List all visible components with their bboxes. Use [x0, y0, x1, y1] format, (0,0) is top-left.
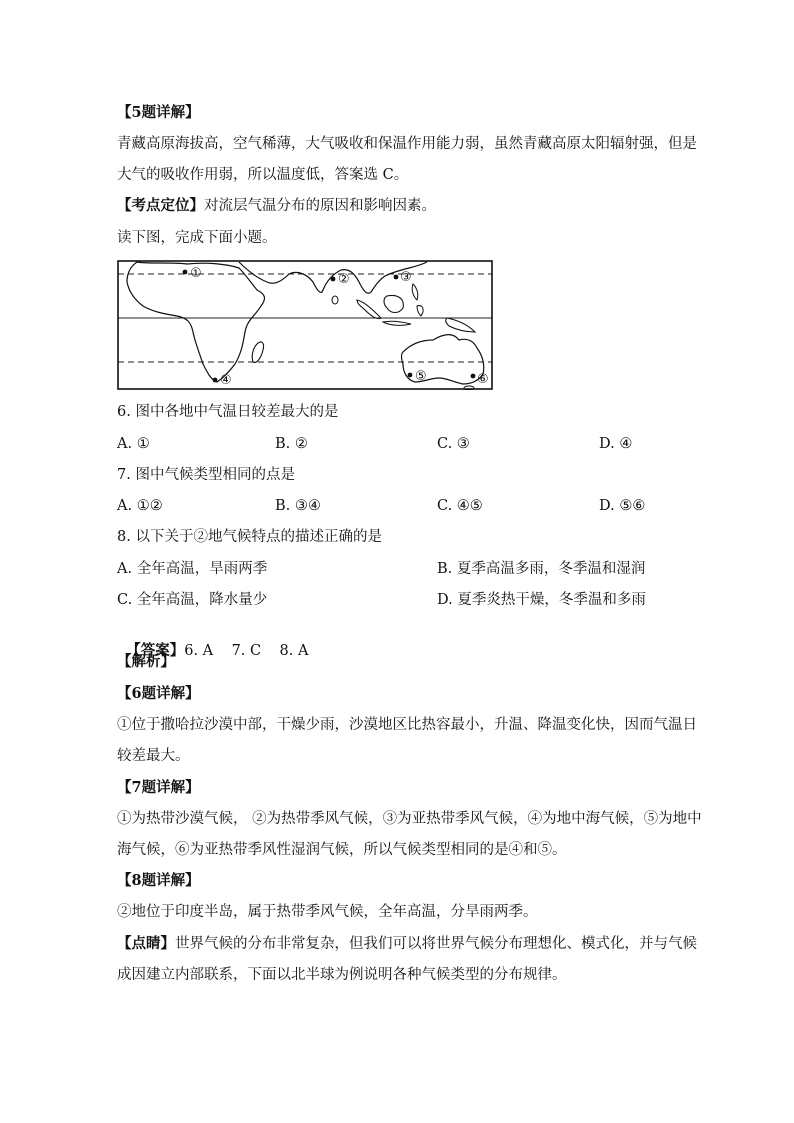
marker-3-label: ③: [400, 270, 412, 285]
marker-2-label: ②: [338, 272, 350, 287]
section6-paragraph-line2: 较差最大。: [117, 748, 190, 764]
kaodian-text: 对流层气温分布的原因和影响因素。: [204, 198, 436, 214]
dianjing-line1: [117, 934, 697, 954]
q7-option-c: C. ④⑤: [437, 498, 483, 514]
answer-label: 【答案】: [126, 642, 185, 659]
section7-heading: 【7题详解】: [117, 779, 200, 796]
marker-5-dot: [408, 373, 413, 378]
q6-option-d: D. ④: [599, 436, 633, 452]
section8-heading: 【8题详解】: [117, 872, 200, 889]
dianjing-paragraph-line2: 成因建立内部联系，下面以北半球为例说明各种气候类型的分布规律。: [117, 967, 567, 983]
q8-option-c: C. 全年高温，降水量少: [117, 592, 268, 608]
marker-6-dot: [471, 374, 476, 379]
q8-option-d: D. 夏季炎热干燥，冬季温和多雨: [437, 592, 646, 608]
answer-text: 6. A 7. C 8. A: [184, 643, 309, 659]
marker-3-dot: [394, 275, 399, 280]
dianjing-label: 【点睛】: [117, 935, 175, 952]
q7-option-a: A. ①②: [117, 498, 163, 514]
section5-paragraph-line2: 大气的吸收作用弱，所以温度低，答案选 C。: [117, 167, 409, 183]
marker-1-dot: [183, 270, 188, 275]
kaodian-label: 【考点定位】: [117, 197, 204, 214]
section7-paragraph-line1: ①为热带沙漠气候， ②为热带季风气候，③为亚热带季风气候，④为地中海气候，⑤为地中: [117, 811, 702, 827]
kaodian-line: [117, 196, 436, 216]
marker-5-label: ⑤: [415, 369, 427, 384]
map-frame: [118, 261, 492, 389]
q7-option-d: D. ⑤⑥: [599, 498, 646, 514]
section7-paragraph-line2: 海气候，⑥为亚热带季风性湿润气候，所以气候类型相同的是④和⑤。: [117, 842, 567, 858]
q8-option-a: A. 全年高温，旱雨两季: [117, 561, 268, 577]
section8-paragraph-line1: ②地位于印度半岛，属于热带季风气候，全年高温，分旱雨两季。: [117, 904, 538, 920]
q7-option-b: B. ③④: [275, 498, 321, 514]
dianjing-text-line1: 世界气候的分布非常复杂，但我们可以将世界气候分布理想化、模式化，并与气候: [175, 936, 697, 952]
q6-option-a: A. ①: [117, 436, 150, 452]
marker-4-dot: [213, 378, 218, 383]
marker-1-label: ①: [190, 266, 202, 281]
section6-paragraph-line1: ①位于撒哈拉沙漠中部，干燥少雨，沙漠地区比热容最小，升温、降温变化快，因而气温日: [117, 717, 697, 733]
q8-stem: 8. 以下关于②地气候特点的描述正确的是: [117, 529, 382, 545]
q6-option-c: C. ③: [437, 436, 470, 452]
q6-stem: 6. 图中各地中气温日较差最大的是: [117, 404, 339, 420]
marker-4-label: ④: [220, 373, 232, 388]
marker-2-dot: [331, 277, 336, 282]
q8-option-b: B. 夏季高温多雨，冬季温和湿润: [437, 561, 646, 577]
world-map-figure: [117, 260, 493, 390]
intro-text: 读下图，完成下面小题。: [117, 230, 277, 246]
analysis-heading: 【解析】: [117, 653, 175, 670]
q6-option-b: B. ②: [275, 436, 308, 452]
section5-heading: 【5题详解】: [117, 104, 200, 121]
q7-stem: 7. 图中气候类型相同的点是: [117, 467, 295, 483]
section5-paragraph-line1: 青藏高原海拔高，空气稀薄，大气吸收和保温作用能力弱，虽然青藏高原太阳辐射强，但是: [117, 136, 697, 152]
marker-6-label: ⑥: [477, 372, 489, 387]
section6-heading: 【6题详解】: [117, 685, 200, 702]
